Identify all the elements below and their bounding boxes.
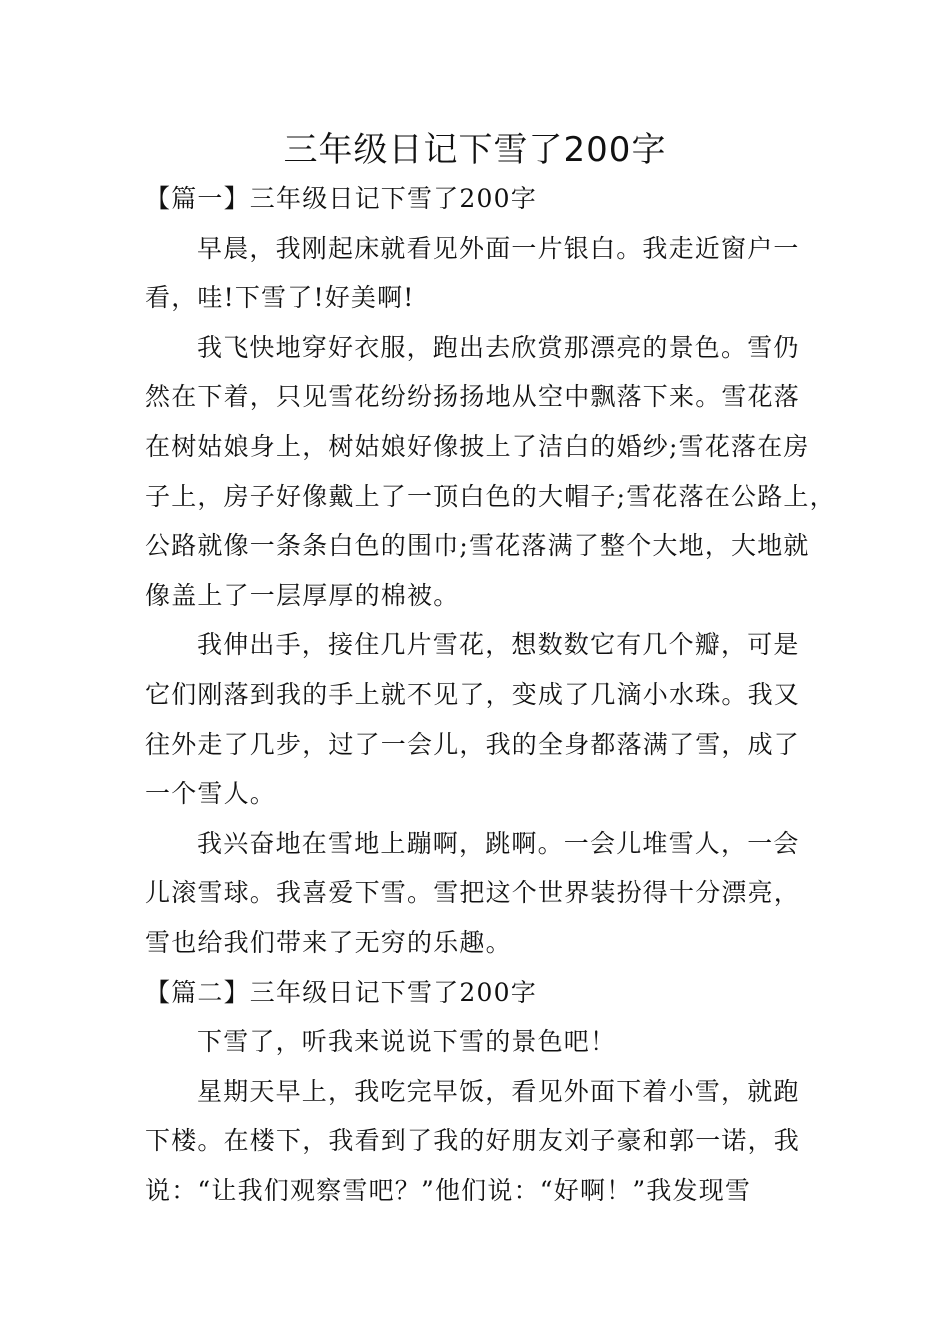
- text-line: 一个雪人。: [145, 779, 277, 809]
- text-line: 我兴奋地在雪地上蹦啊，跳啊。一会儿堆雪人，一会: [197, 828, 800, 858]
- text-line: 子上，房子好像戴上了一顶白色的大帽子;雪花落在公路上，: [145, 481, 836, 511]
- text-line: 在树姑娘身上，树姑娘好像披上了洁白的婚纱;雪花落在房: [145, 431, 810, 461]
- paragraph: [145, 224, 835, 323]
- text-line: 下楼。在楼下，我看到了我的好朋友刘子豪和郭一诺，我: [145, 1126, 801, 1156]
- text-line: 星期天早上，我吃完早饭，看见外面下着小雪，就跑: [197, 1076, 800, 1106]
- paragraph: [145, 819, 835, 968]
- text-line: 我伸出手，接住几片雪花，想数数它有几个瓣，可是: [197, 630, 800, 660]
- text-line: 像盖上了一层厚厚的棉被。: [145, 580, 460, 610]
- text-line: 然在下着，只见雪花纷纷扬扬地从空中飘落下来。雪花落: [145, 382, 801, 412]
- section-heading: 【篇二】三年级日记下雪了200字: [145, 977, 537, 1007]
- document-title: 三年级日记下雪了200字: [283, 130, 667, 170]
- section-2: [145, 968, 835, 1216]
- document-body: [145, 174, 835, 1215]
- text-line: 说：“让我们观察雪吧？”他们说：“好啊！”我发现雪: [145, 1175, 752, 1205]
- paragraph: [145, 323, 835, 621]
- text-line: 看，哇!下雪了!好美啊!: [145, 283, 415, 313]
- paragraph: [145, 1017, 835, 1067]
- text-line: 早晨，我刚起床就看见外面一片银白。我走近窗户一: [197, 233, 800, 263]
- paragraph: [145, 1067, 835, 1216]
- text-line: 我飞快地穿好衣服，跑出去欣赏那漂亮的景色。雪仍: [197, 332, 800, 362]
- text-line: 雪也给我们带来了无穷的乐趣。: [145, 927, 512, 957]
- text-line: 公路就像一条条白色的围巾;雪花落满了整个大地，大地就: [145, 531, 810, 561]
- text-line: 下雪了，听我来说说下雪的景色吧！: [197, 1027, 617, 1057]
- paragraph: [145, 620, 835, 818]
- text-line: 往外走了几步，过了一会儿，我的全身都落满了雪，成了: [145, 729, 801, 759]
- text-line: 它们刚落到我的手上就不见了，变成了几滴小水珠。我又: [145, 679, 801, 709]
- section-heading: 【篇一】三年级日记下雪了200字: [145, 184, 537, 213]
- text-line: 儿滚雪球。我喜爱下雪。雪把这个世界装扮得十分漂亮，: [145, 878, 801, 908]
- section-1: [145, 174, 835, 968]
